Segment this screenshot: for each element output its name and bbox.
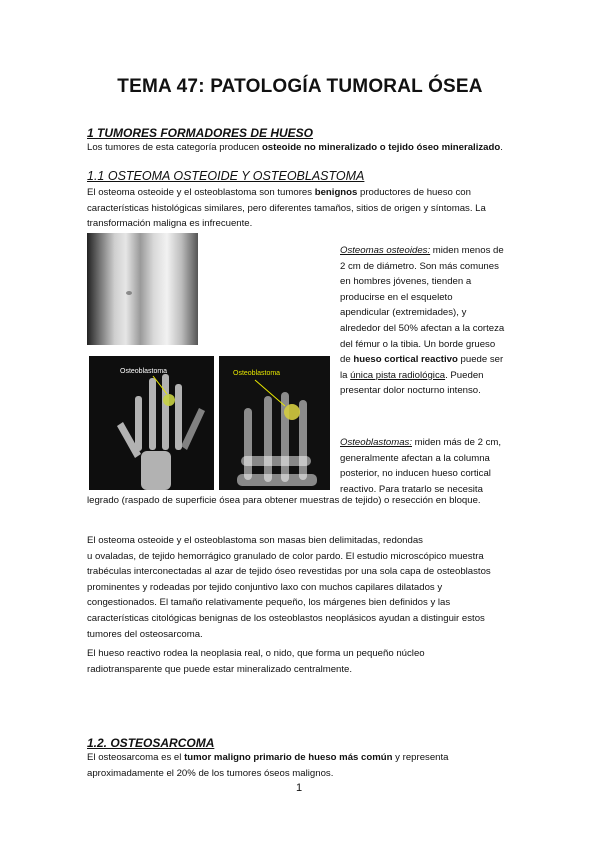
hand-mri-image — [219, 356, 330, 490]
page-number: 1 — [296, 782, 303, 794]
hand-xray-image — [89, 356, 214, 490]
image-label-osteoblastoma: Osteoblastoma — [120, 368, 168, 375]
section-heading-osteoma-osteoide: 1.1 OSTEOMA OSTEOIDE Y OSTEOBLASTOMA — [87, 169, 365, 183]
section-heading-tumores-formadores: 1 TUMORES FORMADORES DE HUESO — [87, 126, 314, 140]
osteoma-description: Osteomas osteoides: miden menos de 2 cm de diámetro. Son más comunes en hombres jóvenes, tienden a producirse en el esqueleto apendicular (extremidades), y alrededor del 50% afectan a la corteza del fémur o la tibia. Un borde grueso de hueso cortical reactivo puede ser la única pista radiológica. Pueden presentar dolor nocturno intenso. — [340, 245, 505, 397]
osteoblastoma-description: Osteoblastomas: miden más de 2 cm, generalmente afectan a la columna posterior, no inducen hueso cortical reactivo. Para tratarlo se necesita — [340, 437, 502, 495]
osteoblastoma-term: Osteoblastomas: — [340, 437, 412, 448]
page-title: TEMA 47: PATOLOGÍA TUMORAL ÓSEA — [117, 76, 483, 97]
paragraph-hueso-reactivo: El hueso reactivo rodea la neoplasia real, o nido, que forma un pequeño núcleo radiotransparente que puede estar mineralizado centralmente. — [87, 648, 425, 675]
paragraph-description: El osteoma osteoide y el osteoblastoma son masas bien delimitadas, redondas u ovaladas, de tejido hemorrágico granulado de color pardo. El estudio microscópico muestra trabéculas interconectadas al azar de tejido óseo revestidas por una sola capa de osteoblastos prominentes y rodeadas por tejido conjuntivo laxo con muchos capilares dilatados y congestionados. El tamaño relativamente pequeño, los márgenes bien definidos y las características citológicas benignas de los osteoblastos neoplásicos ayudan a distinguir estos tumores del osteosarcoma. — [87, 535, 491, 640]
femur-xray-image — [87, 233, 198, 345]
osteoblastoma-description-cont: legrado (raspado de superficie ósea para obtener muestras de tejido) o resección en bloque. — [87, 495, 481, 506]
osteoma-term: Osteomas osteoides: — [340, 245, 431, 256]
osteosarcoma-text: El osteosarcoma es el tumor maligno primario de hueso más común y representa aproximadamente el 20% de los tumores óseos malignos. — [87, 752, 449, 779]
section-heading-osteosarcoma: 1.2. OSTEOSARCOMA — [87, 736, 215, 750]
section1-text: Los tumores de esta categoría producen osteoide no mineralizado o tejido óseo mineralizado. — [87, 142, 503, 153]
section11-intro: El osteoma osteoide y el osteoblastoma son tumores benignos productores de hueso con características histológicas similares, pero diferentes tamaños, sitios de origen y síntomas. La transformación maligna es infrecuente. — [87, 187, 486, 230]
image-label-osteoblastoma: Osteoblastoma — [233, 370, 281, 377]
